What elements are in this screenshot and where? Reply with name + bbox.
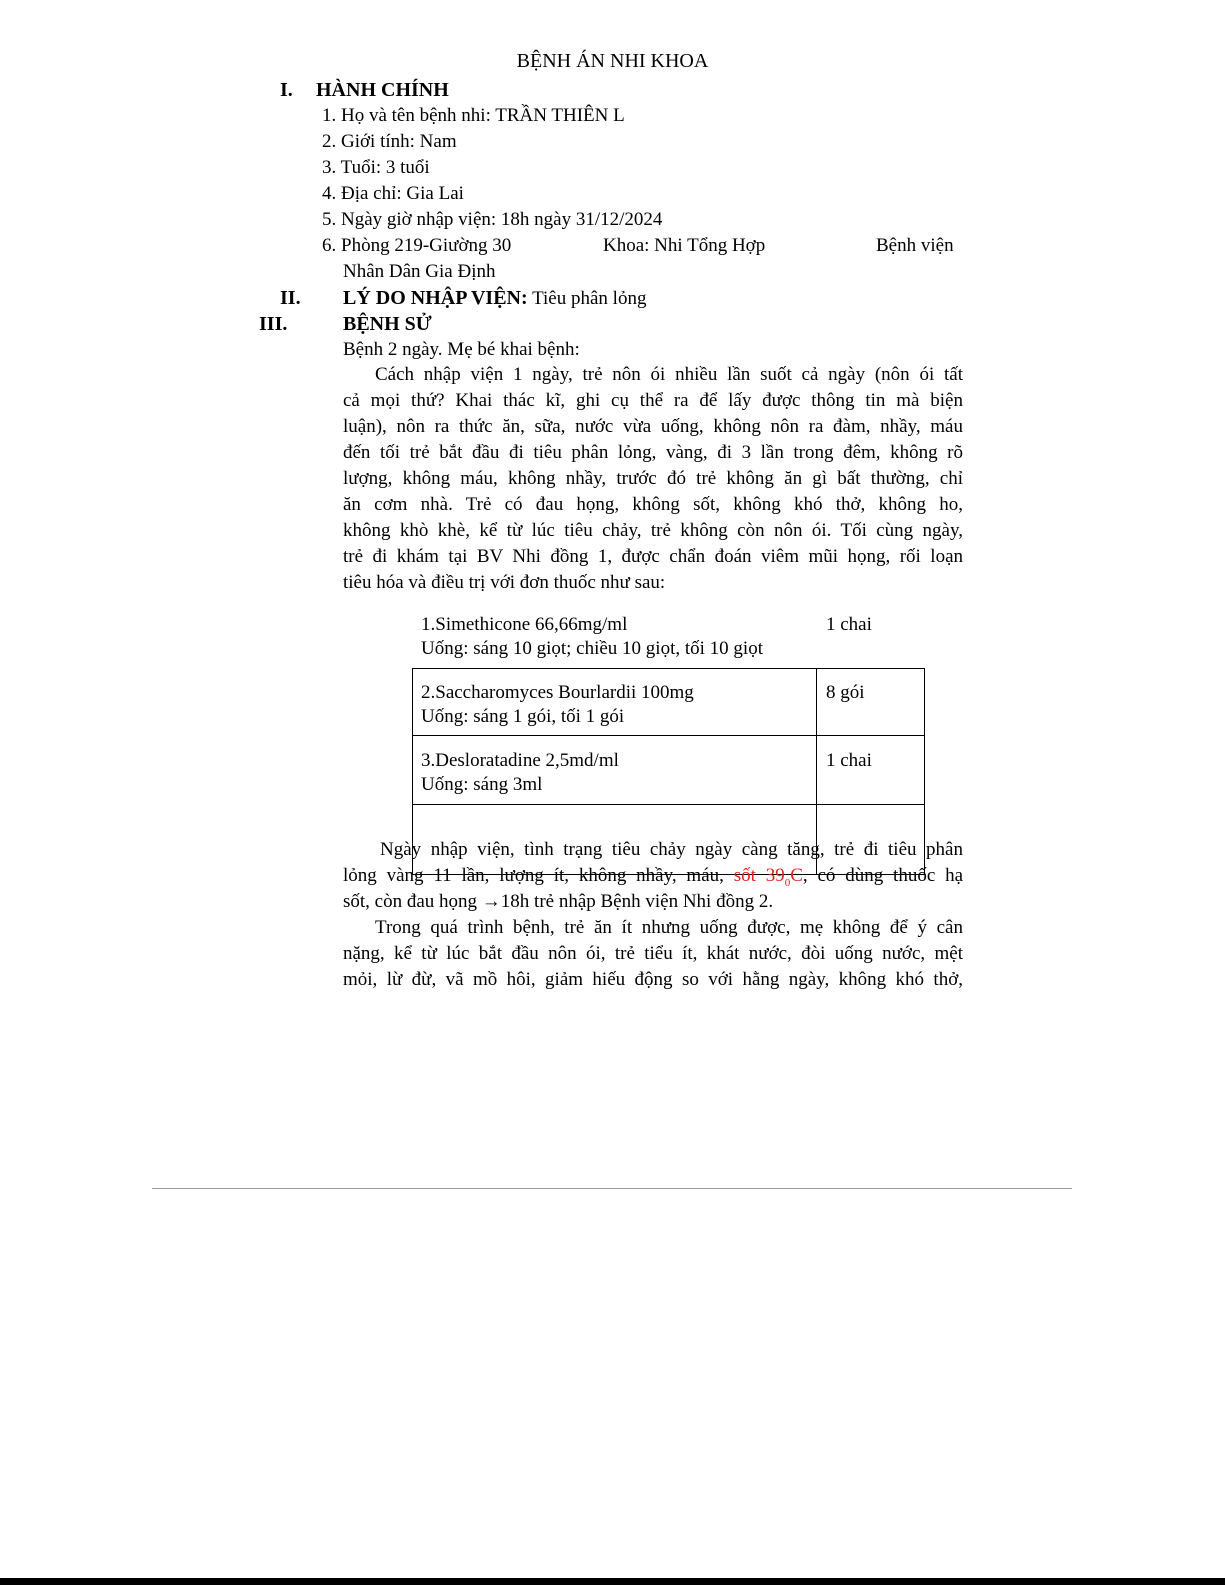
rx-table-row-divider: [412, 804, 924, 805]
fever-subscript: 0: [784, 876, 791, 889]
history-intro: Bệnh 2 ngày. Mẹ bé khai bệnh:: [343, 339, 580, 360]
rx-3-name: 3.Desloratadine 2,5md/ml: [421, 750, 619, 771]
history-p2-line: [343, 863, 963, 889]
section-2-number: II.: [280, 287, 301, 309]
page-bottom-bar: [0, 1578, 1225, 1585]
history-p1-line: tiêu hóa và điều trị với đơn thuốc như sau:: [343, 572, 666, 593]
history-p1-line: luận), nôn ra thức ăn, sữa, nước vừa uống, không nôn ra đàm, nhầy, máu: [343, 416, 963, 437]
document-title: BỆNH ÁN NHI KHOA: [516, 50, 709, 72]
admin-item-admission-time: 5. Ngày giờ nhập viện: 18h ngày 31/12/2024: [322, 209, 663, 230]
history-p2-line: Ngày nhập viện, tình trạng tiêu chảy ngày càng tăng, trẻ đi tiêu phân: [380, 839, 963, 860]
history-p2-line: sốt, còn đau họng →18h trẻ nhập Bệnh viện Nhi đồng 2.: [343, 891, 774, 912]
section-2-value: Tiêu phân lỏng: [532, 288, 647, 309]
admin-item-name: 1. Họ và tên bệnh nhi: TRẦN THIÊN L: [322, 105, 625, 126]
rx-2-qty: 8 gói: [826, 682, 865, 703]
history-p3-line: Trong quá trình bệnh, trẻ ăn ít nhưng uống được, mẹ không để ý cân: [375, 917, 963, 938]
history-p2-text: , có dùng thuốc hạ: [802, 865, 963, 886]
section-1-title: HÀNH CHÍNH: [316, 79, 449, 101]
history-p1-line: cả mọi thứ? Khai thác kĩ, ghi cụ thể ra để lấy được thông tin mà biện: [343, 390, 963, 411]
admin-item-address: 4. Địa chỉ: Gia Lai: [322, 183, 464, 204]
admin-item-gender: 2. Giới tính: Nam: [322, 131, 457, 152]
fever-unit: C: [790, 865, 803, 886]
history-p1-line: không khò khè, kể từ lúc tiêu chảy, trẻ không còn nôn ói. Tối cùng ngày,: [343, 520, 963, 541]
admin-item-department: Khoa: Nhi Tổng Hợp: [603, 235, 766, 256]
section-3-title: BỆNH SỬ: [343, 313, 432, 335]
admin-item-hospital-cont: Nhân Dân Gia Định: [343, 261, 496, 282]
history-p1-line: trẻ đi khám tại BV Nhi đồng 1, được chẩn đoán viêm mũi họng, rối loạn: [343, 546, 963, 567]
page-footer-rule: [152, 1188, 1072, 1189]
history-paragraph-2: [343, 837, 963, 915]
rx-2-name: 2.Saccharomyces Bourlardii 100mg: [421, 682, 694, 703]
history-p1-line: ăn cơm nhà. Trẻ có đau họng, không sốt, không khó thở, không ho,: [343, 494, 963, 515]
history-p3-line: mỏi, lừ đừ, vã mồ hôi, giảm hiếu động so với hằng ngày, không khó thở,: [343, 969, 963, 990]
history-p1-line: Cách nhập viện 1 ngày, trẻ nôn ói nhiều lần suốt cả ngày (nôn ói tất: [375, 364, 963, 385]
rx-3-qty: 1 chai: [826, 750, 872, 771]
history-p1-line: đến tối trẻ bắt đầu đi tiêu phân lỏng, vàng, đi 3 lần trong đêm, không rõ: [343, 442, 963, 463]
section-2-title: LÝ DO NHẬP VIỆN:: [343, 287, 528, 309]
history-paragraph-3: [343, 915, 963, 993]
section-1-number: I.: [280, 79, 293, 101]
history-p1-line: lượng, không máu, không nhầy, trước đó trẻ không ăn gì bất thường, chỉ: [343, 468, 963, 489]
rx-table-row-divider: [412, 735, 924, 736]
history-p3-line: nặng, kể từ lúc bắt đầu nôn ói, trẻ tiểu ít, khát nước, đòi uống nước, mệt: [343, 943, 963, 964]
admin-item-hospital: Bệnh viện: [876, 235, 954, 256]
rx-2-dose: Uống: sáng 1 gói, tối 1 gói: [421, 706, 625, 727]
section-3-number: III.: [259, 313, 288, 335]
rx-3-dose: Uống: sáng 3ml: [421, 774, 543, 795]
section-2-line: [343, 288, 646, 308]
fever-highlight: [733, 865, 803, 889]
admin-item-room: 6. Phòng 219-Giường 30: [322, 235, 512, 256]
rx-1-qty: 1 chai: [826, 614, 872, 635]
rx-1-name: 1.Simethicone 66,66mg/ml: [421, 614, 628, 635]
admin-item-age: 3. Tuổi: 3 tuổi: [322, 157, 430, 178]
history-p2-text: lỏng vàng 11 lần, lượng ít, không nhầy, máu,: [343, 865, 724, 886]
rx-1-dose: Uống: sáng 10 giọt; chiều 10 giọt, tối 10 giọt: [421, 638, 763, 659]
history-paragraph-1: [343, 362, 963, 596]
fever-value: sốt 39: [733, 865, 785, 886]
